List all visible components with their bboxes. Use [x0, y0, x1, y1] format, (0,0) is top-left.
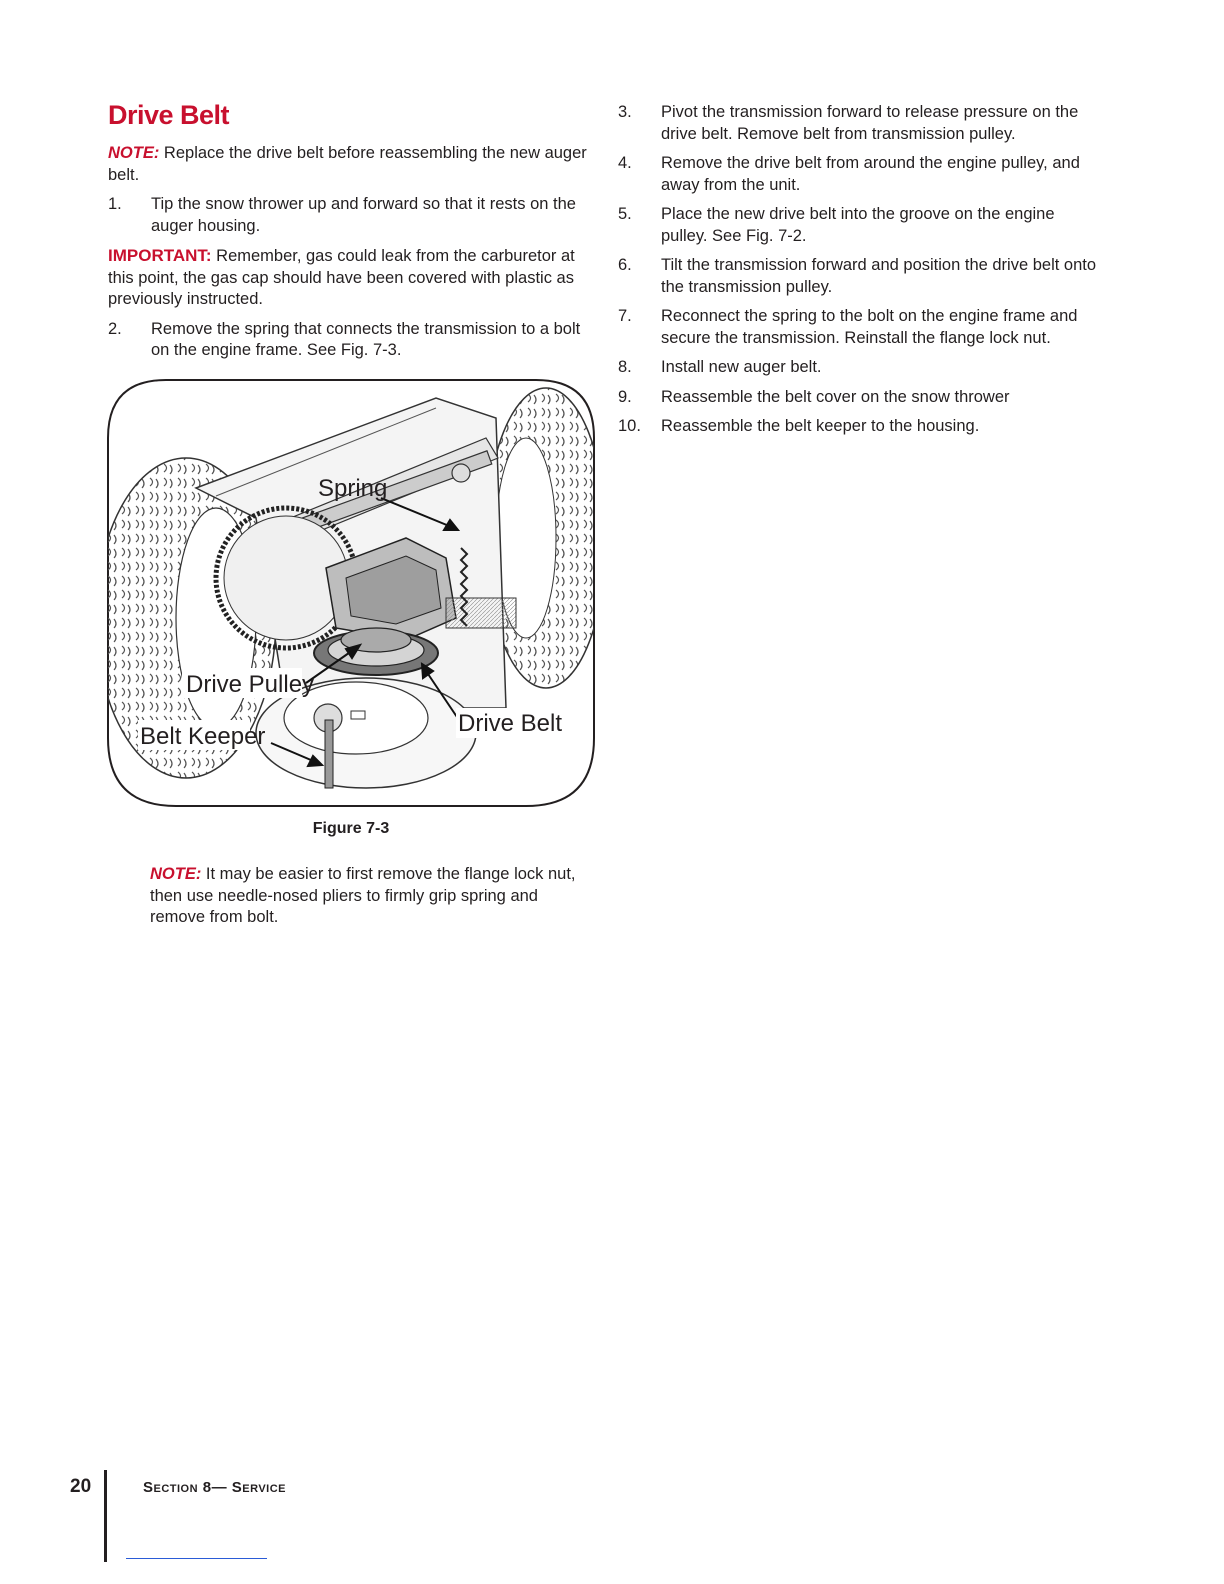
note-replace-belt	[108, 143, 594, 186]
step-number: 8.	[618, 358, 632, 376]
step-text: Reconnect the spring to the bolt on the engine frame and secure the transmission. Reinstall the flange lock nut.	[661, 307, 1078, 347]
step-number: 4.	[618, 154, 632, 172]
step-4	[618, 153, 1104, 196]
step-text: Pivot the transmission forward to release pressure on the drive belt. Remove belt from transmission pulley.	[661, 103, 1079, 143]
step-number: 6.	[618, 256, 632, 274]
left-column	[108, 100, 594, 370]
step-5	[618, 204, 1104, 247]
step-text: Tip the snow thrower up and forward so that it rests on the auger housing.	[151, 195, 576, 235]
footer-rule	[126, 1558, 267, 1559]
figure-caption: Figure 7-3	[312, 820, 390, 837]
step-number: 10.	[618, 417, 641, 435]
belt-keeper-part	[325, 720, 333, 788]
step-text: Remove the spring that connects the transmission to a bolt on the engine frame. See Fig. 7-3.	[151, 319, 581, 359]
label-drive-belt: Drive Belt	[458, 710, 563, 737]
important-notice	[108, 245, 594, 311]
step-8	[618, 357, 1104, 379]
step-2	[108, 319, 594, 362]
step-number: 5.	[618, 205, 632, 223]
important-label: IMPORTANT:	[108, 246, 212, 265]
step-number: 2.	[108, 319, 122, 338]
step-text: Place the new drive belt into the groove on the engine pulley. See Fig. 7-2.	[661, 205, 1055, 245]
note-text: Replace the drive belt before reassembling the new auger belt.	[108, 144, 587, 184]
step-text: Reassemble the belt cover on the snow thrower	[661, 387, 1010, 406]
step-10	[618, 416, 1104, 438]
step-number: 9.	[618, 387, 632, 406]
note-label: NOTE:	[108, 144, 160, 162]
important-text: Remember, gas could leak from the carburetor at this point, the gas cap should have been covered with plastic as previously instructed.	[108, 247, 575, 308]
step-1	[108, 194, 594, 237]
label-belt-keeper: Belt Keeper	[140, 723, 266, 750]
step-6	[618, 255, 1104, 298]
label-drive-pulley: Drive Pulley	[186, 671, 315, 698]
note-text: It may be easier to first remove the flange lock nut, then use needle-nosed pliers to firmly grip spring and remove from bolt.	[150, 865, 576, 926]
step-text: Install new auger belt.	[661, 358, 822, 376]
step-7	[618, 306, 1104, 349]
section-title: Drive Belt	[108, 100, 230, 130]
note-label: NOTE:	[150, 865, 202, 883]
label-spring: Spring	[318, 475, 388, 502]
step-number: 1.	[108, 195, 122, 213]
step-number: 7.	[618, 307, 632, 325]
step-text: Remove the drive belt from around the engine pulley, and away from the unit.	[661, 154, 1080, 194]
step-text: Tilt the transmission forward and position the drive belt onto the transmission pulley.	[661, 256, 1097, 296]
drive-belt-illustration	[106, 378, 596, 808]
footer-section-title: Section 8— Service	[143, 1479, 286, 1496]
step-number: 3.	[618, 103, 632, 121]
right-column	[618, 102, 1104, 446]
step-9	[618, 387, 1104, 409]
step-3	[618, 102, 1104, 145]
page-number: 20	[70, 1476, 92, 1497]
figure-7-3	[106, 378, 596, 808]
step-text: Reassemble the belt keeper to the housing.	[661, 417, 980, 435]
footer-divider	[104, 1470, 107, 1562]
note-flange-nut	[150, 864, 590, 929]
